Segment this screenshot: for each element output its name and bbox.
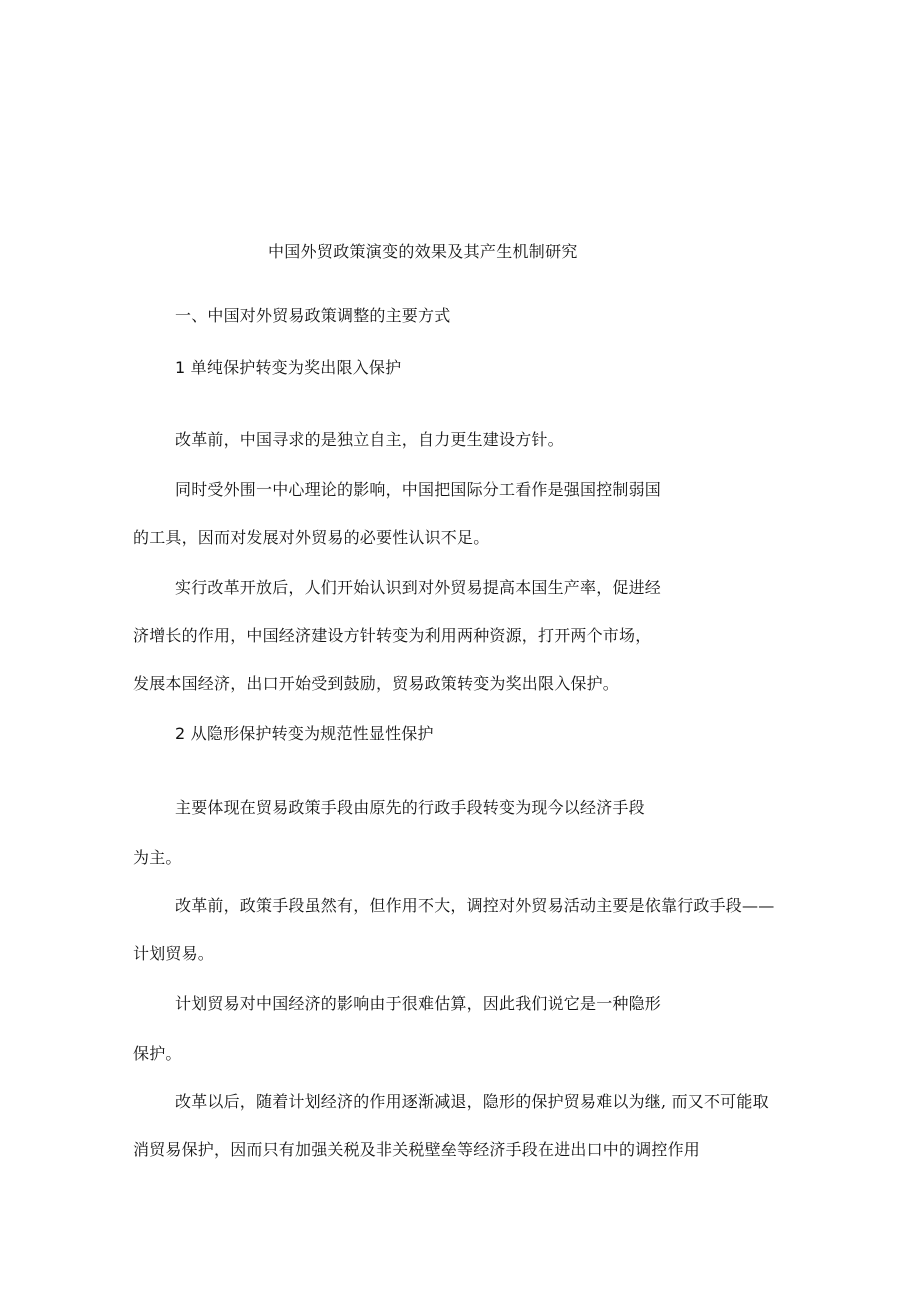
paragraph-line: 同时受外围一中心理论的影响，中国把国际分工看作是强国控制弱国 (175, 480, 662, 499)
subsection-heading-1: 1 单纯保护转变为奖出限入保护 (175, 358, 402, 377)
paragraph-line: 为主。 (133, 848, 182, 867)
paragraph-line: 改革以后，随着计划经济的作用逐渐减退，隐形的保护贸易难以为继, 而又不可能取 (175, 1092, 769, 1111)
paragraph-line: 消贸易保护，因而只有加强关税及非关税壁垒等经济手段在进出口中的调控作用 (133, 1140, 701, 1159)
section-heading-1: 一、中国对外贸易政策调整的主要方式 (175, 306, 451, 325)
paragraph-line: 改革前，中国寻求的是独立自主，自力更生建设方针。 (175, 430, 564, 449)
paragraph-line: 实行改革开放后，人们开始认识到对外贸易提高本国生产率，促进经 (175, 578, 662, 597)
paragraph-line: 改革前，政策手段虽然有，但作用不大，调控对外贸易活动主要是依靠行政手段—— (175, 896, 775, 915)
paragraph-line: 计划贸易。 (133, 944, 215, 963)
subsection-heading-2: 2 从隐形保护转变为规范性显性保护 (175, 724, 434, 743)
paragraph-line: 主要体现在贸易政策手段由原先的行政手段转变为现今以经济手段 (175, 798, 645, 817)
paragraph-line: 的工具，因而对发展对外贸易的必要性认识不足。 (133, 528, 490, 547)
paragraph-line: 计划贸易对中国经济的影响由于很难估算，因此我们说它是一种隐形 (175, 994, 662, 1013)
paragraph-line: 保护。 (133, 1044, 182, 1063)
paragraph-line: 发展本国经济，出口开始受到鼓励，贸易政策转变为奖出限入保护。 (133, 674, 620, 693)
document-title: 中国外贸政策演变的效果及其产生机制研究 (268, 242, 578, 261)
paragraph-line: 济增长的作用，中国经济建设方针转变为利用两种资源，打开两个市场， (133, 626, 652, 645)
